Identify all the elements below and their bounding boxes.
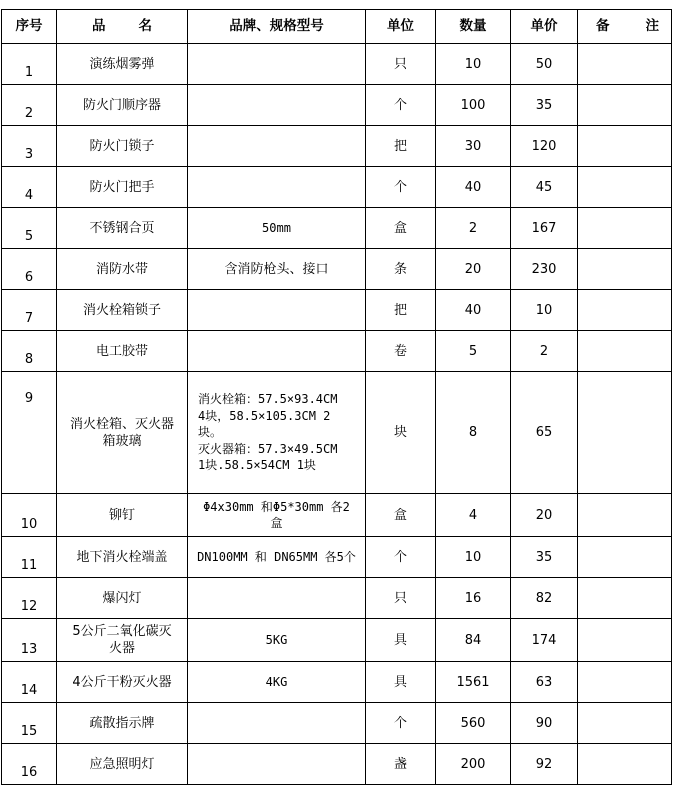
header-price: 单价 (511, 10, 578, 44)
cell-seq: 3 (2, 126, 57, 167)
cell-qty: 10 (436, 537, 511, 578)
header-notes-a: 备 (596, 18, 610, 34)
cell-spec (188, 85, 366, 126)
cell-price: 174 (511, 619, 578, 662)
cell-spec (188, 744, 366, 785)
cell-name: 防火门顺序器 (57, 85, 188, 126)
cell-qty: 5 (436, 331, 511, 372)
cell-notes (578, 126, 672, 167)
cell-name-line2: 火器 (108, 641, 135, 656)
cell-seq: 16 (2, 744, 57, 785)
cell-unit: 只 (366, 578, 436, 619)
table-row (2, 167, 672, 208)
cell-price: 35 (511, 537, 578, 578)
cell-qty: 10 (436, 44, 511, 85)
cell-qty: 40 (436, 167, 511, 208)
cell-unit: 只 (366, 44, 436, 85)
cell-notes (578, 494, 672, 537)
cell-seq: 1 (2, 44, 57, 85)
cell-spec-line2: 4块，58.5×105.3CM 2 (198, 408, 331, 423)
table-row (2, 494, 672, 537)
cell-notes (578, 537, 672, 578)
cell-notes (578, 619, 672, 662)
header-notes-b: 注 (645, 18, 659, 34)
cell-unit: 个 (366, 85, 436, 126)
cell-spec-line3: 块。 (198, 425, 223, 440)
cell-seq: 4 (2, 167, 57, 208)
cell-spec-line5: 1块.58.5×54CM 1块 (198, 458, 316, 473)
inventory-table (1, 9, 672, 785)
cell-unit: 盏 (366, 744, 436, 785)
cell-name: 防火门把手 (57, 167, 188, 208)
cell-seq: 6 (2, 249, 57, 290)
cell-qty: 16 (436, 578, 511, 619)
cell-spec (188, 167, 366, 208)
cell-notes (578, 85, 672, 126)
table-row (2, 537, 672, 578)
table-row (2, 372, 672, 494)
table-row (2, 249, 672, 290)
header-name-b: 名 (138, 18, 152, 34)
cell-name: 演练烟雾弹 (57, 44, 188, 85)
cell-unit: 个 (366, 167, 436, 208)
cell-spec: 4KG (188, 662, 366, 703)
header-qty: 数量 (436, 10, 511, 44)
table-row (2, 619, 672, 662)
cell-notes (578, 44, 672, 85)
header-name-a: 品 (92, 18, 106, 34)
cell-name (57, 619, 188, 662)
cell-spec: DN100MM 和 DN65MM 各5个 (188, 537, 366, 578)
cell-name: 消火栓箱锁子 (57, 290, 188, 331)
cell-price: 230 (511, 249, 578, 290)
cell-seq: 9 (2, 372, 57, 494)
cell-unit: 把 (366, 290, 436, 331)
cell-name: 铆钉 (57, 494, 188, 537)
cell-qty: 8 (436, 372, 511, 494)
cell-seq: 8 (2, 331, 57, 372)
cell-unit: 个 (366, 537, 436, 578)
cell-price: 92 (511, 744, 578, 785)
cell-unit: 盒 (366, 494, 436, 537)
table-row (2, 44, 672, 85)
cell-spec (188, 331, 366, 372)
cell-seq: 12 (2, 578, 57, 619)
cell-price: 45 (511, 167, 578, 208)
cell-unit: 具 (366, 662, 436, 703)
table-row (2, 744, 672, 785)
cell-unit: 把 (366, 126, 436, 167)
cell-spec-line4: 灭火器箱：57.3×49.5CM (198, 441, 338, 456)
table-row (2, 703, 672, 744)
cell-unit: 具 (366, 619, 436, 662)
cell-spec (188, 578, 366, 619)
header-seq: 序号 (2, 10, 57, 44)
cell-spec-line2: 盒 (270, 516, 283, 530)
cell-notes (578, 290, 672, 331)
table-row (2, 331, 672, 372)
cell-spec (188, 290, 366, 331)
table-row (2, 208, 672, 249)
cell-notes (578, 578, 672, 619)
cell-spec-line1: 消火栓箱：57.5×93.4CM (198, 392, 338, 407)
cell-seq: 15 (2, 703, 57, 744)
cell-price: 63 (511, 662, 578, 703)
cell-notes (578, 331, 672, 372)
cell-name-line1: 消火栓箱、灭火器 (69, 416, 174, 432)
cell-name: 消防水带 (57, 249, 188, 290)
cell-qty: 84 (436, 619, 511, 662)
header-spec: 品牌、规格型号 (188, 10, 366, 44)
table-row (2, 662, 672, 703)
cell-spec: 含消防枪头、接口 (188, 249, 366, 290)
cell-price: 10 (511, 290, 578, 331)
cell-qty: 4 (436, 494, 511, 537)
cell-price: 20 (511, 494, 578, 537)
cell-notes (578, 167, 672, 208)
cell-name: 地下消火栓端盖 (57, 537, 188, 578)
cell-price: 50 (511, 44, 578, 85)
cell-notes (578, 703, 672, 744)
cell-seq: 14 (2, 662, 57, 703)
cell-name: 应急照明灯 (57, 744, 188, 785)
cell-spec (188, 126, 366, 167)
cell-price: 120 (511, 126, 578, 167)
cell-qty: 200 (436, 744, 511, 785)
header-row (2, 10, 672, 44)
cell-notes (578, 208, 672, 249)
cell-seq: 10 (2, 494, 57, 537)
cell-qty: 100 (436, 85, 511, 126)
cell-qty: 1561 (436, 662, 511, 703)
cell-seq: 7 (2, 290, 57, 331)
cell-spec: 50mm (188, 208, 366, 249)
cell-qty: 30 (436, 126, 511, 167)
header-name (57, 10, 188, 44)
cell-unit: 卷 (366, 331, 436, 372)
cell-qty: 20 (436, 249, 511, 290)
cell-unit: 盒 (366, 208, 436, 249)
cell-seq: 2 (2, 85, 57, 126)
cell-qty: 560 (436, 703, 511, 744)
cell-spec (188, 703, 366, 744)
cell-spec-line1: Φ4x30mm 和Φ5*30mm 各2 (203, 499, 350, 514)
cell-spec (188, 44, 366, 85)
header-notes (578, 10, 672, 44)
cell-price: 2 (511, 331, 578, 372)
cell-seq: 11 (2, 537, 57, 578)
cell-unit: 块 (366, 372, 436, 494)
cell-qty: 40 (436, 290, 511, 331)
cell-seq: 5 (2, 208, 57, 249)
cell-name: 爆闪灯 (57, 578, 188, 619)
cell-name-line2: 箱玻璃 (102, 433, 142, 449)
table-row (2, 126, 672, 167)
cell-unit: 个 (366, 703, 436, 744)
table-row (2, 290, 672, 331)
header-unit: 单位 (366, 10, 436, 44)
cell-seq: 13 (2, 619, 57, 662)
cell-spec (188, 372, 366, 494)
cell-price: 90 (511, 703, 578, 744)
cell-name-line1: 5公斤二氧化碳灭 (72, 624, 172, 639)
cell-qty: 2 (436, 208, 511, 249)
cell-name (57, 372, 188, 494)
cell-price: 167 (511, 208, 578, 249)
cell-notes (578, 662, 672, 703)
cell-price: 65 (511, 372, 578, 494)
cell-name: 电工胶带 (57, 331, 188, 372)
table-row (2, 578, 672, 619)
cell-unit: 条 (366, 249, 436, 290)
cell-price: 82 (511, 578, 578, 619)
cell-name: 不锈钢合页 (57, 208, 188, 249)
cell-spec: 5KG (188, 619, 366, 662)
cell-notes (578, 249, 672, 290)
cell-name: 疏散指示牌 (57, 703, 188, 744)
cell-name: 4公斤干粉灭火器 (57, 662, 188, 703)
cell-notes (578, 372, 672, 494)
cell-spec (188, 494, 366, 537)
cell-notes (578, 744, 672, 785)
table-row (2, 85, 672, 126)
cell-price: 35 (511, 85, 578, 126)
cell-name: 防火门锁子 (57, 126, 188, 167)
